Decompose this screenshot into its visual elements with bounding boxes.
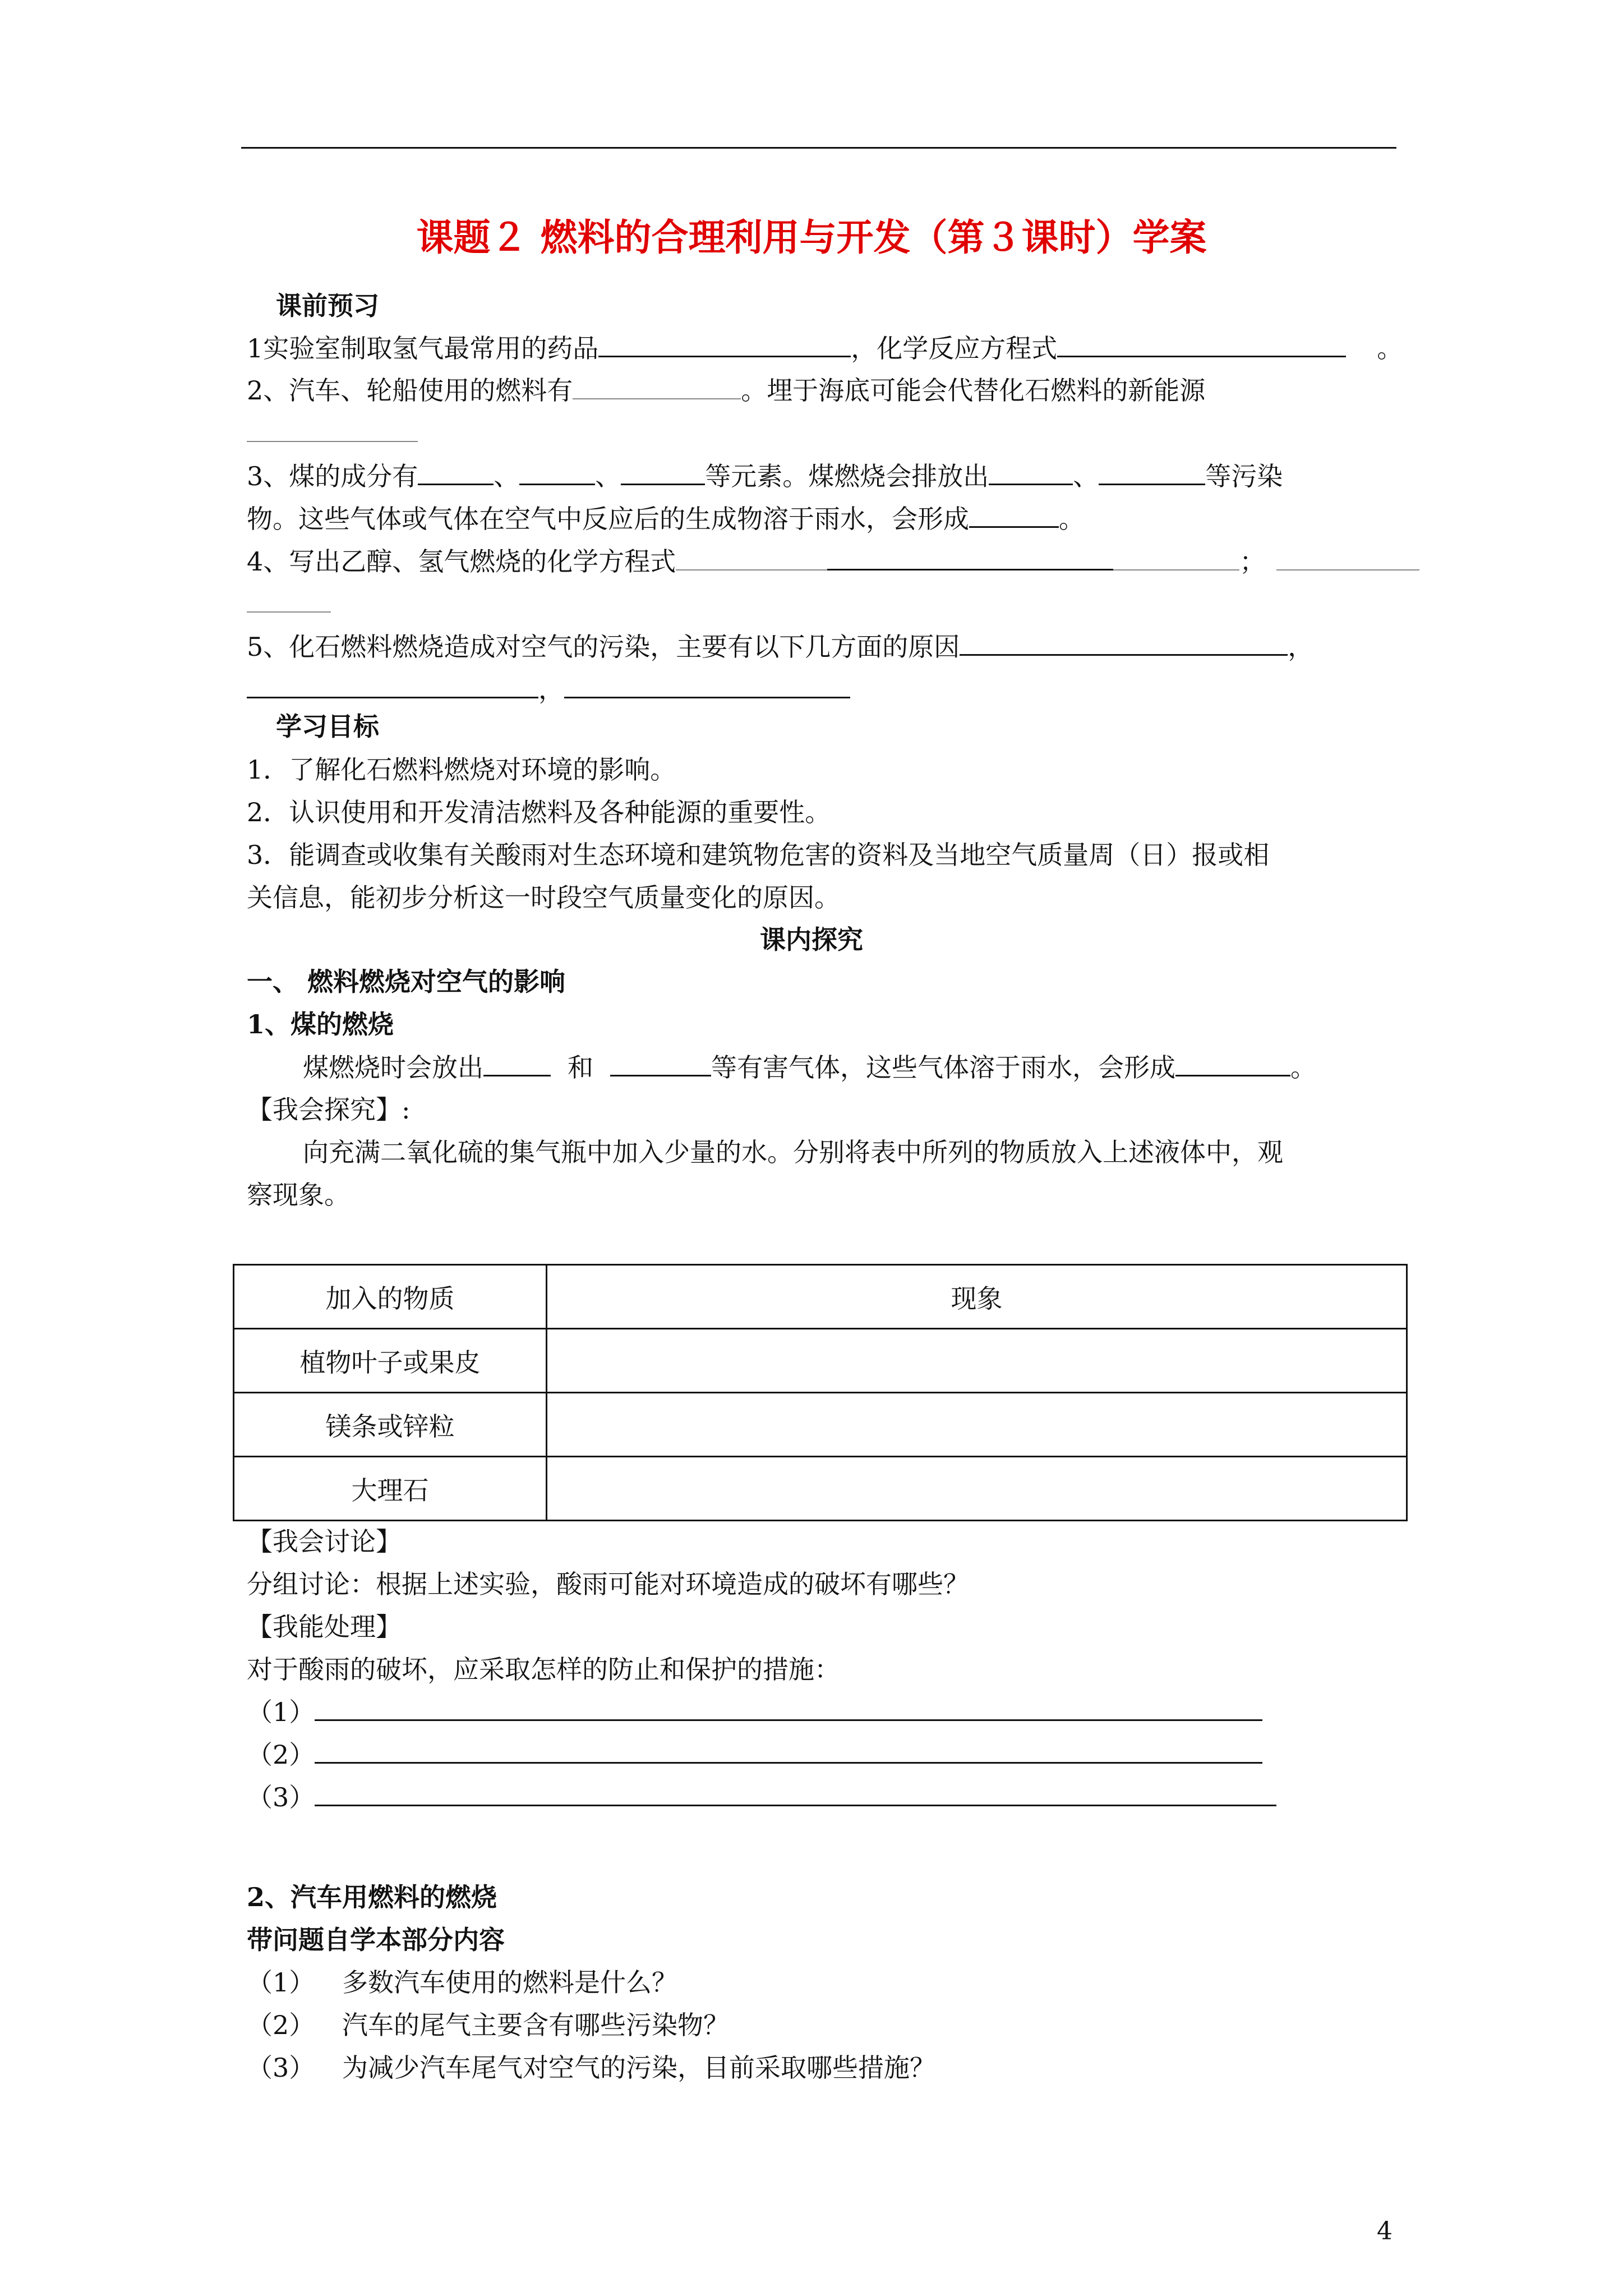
q1-blank-2[interactable] bbox=[1057, 331, 1346, 357]
objective-item: 1．了解化石燃料燃烧对环境的影响。 bbox=[247, 754, 676, 785]
q3-text-a: 3、煤的成分有 bbox=[247, 461, 418, 491]
table-cell-substance: 植物叶子或果皮 bbox=[234, 1329, 547, 1393]
table-header-substance: 加入的物质 bbox=[234, 1265, 547, 1329]
measure-number: （3） bbox=[247, 1782, 315, 1812]
subsection-coal: 1、煤的燃烧 bbox=[247, 1009, 394, 1039]
q4-blank-3[interactable] bbox=[1113, 545, 1239, 570]
coal-text-b: 和 bbox=[568, 1052, 593, 1083]
question-number: （2） bbox=[247, 2010, 315, 2040]
coal-text-c: 等有害气体，这些气体溶于雨水，会形成 bbox=[711, 1052, 1175, 1083]
measure-line bbox=[247, 1738, 1262, 1772]
question-text: 汽车的尾气主要含有哪些污染物？ bbox=[342, 2010, 729, 2040]
question-number: （1） bbox=[247, 1967, 315, 1998]
observation-table bbox=[233, 1264, 1408, 1521]
q3-text-b: 等元素。煤燃烧会排放出 bbox=[705, 461, 989, 491]
measure-blank[interactable] bbox=[315, 1697, 1262, 1721]
question-item bbox=[247, 2051, 935, 2085]
table-cell-substance: 镁条或锌粒 bbox=[234, 1393, 547, 1457]
preview-q4 bbox=[247, 544, 1419, 578]
q2-blank-2[interactable] bbox=[247, 416, 418, 442]
measure-line bbox=[247, 1780, 1276, 1814]
q5-text-c: ， bbox=[538, 674, 564, 705]
q1-text-c: 。 bbox=[1377, 333, 1403, 364]
selfstudy-heading: 带问题自学本部分内容 bbox=[247, 1925, 505, 1955]
q3-sep-3: 、 bbox=[1073, 461, 1099, 491]
explore-tag: 【我会探究】: bbox=[247, 1094, 411, 1125]
q5-blank-3[interactable] bbox=[564, 672, 850, 698]
q2-blank-1[interactable] bbox=[573, 374, 741, 399]
q4-blank-5[interactable] bbox=[247, 587, 331, 613]
q1-blank-1[interactable] bbox=[598, 331, 851, 357]
q3-sep-1: 、 bbox=[494, 461, 520, 491]
objectives-heading: 学习目标 bbox=[276, 711, 379, 742]
inquiry-heading: 课内探究 bbox=[760, 924, 863, 955]
explore-text-1: 向充满二氧化硫的集气瓶中加入少量的水。分别将表中所列的物质放入上述液体中，观 bbox=[303, 1137, 1283, 1167]
preview-q2 bbox=[247, 374, 1205, 407]
preview-heading: 课前预习 bbox=[276, 291, 379, 321]
q3-blank-3[interactable] bbox=[621, 459, 705, 485]
section-heading-1: 一、 燃料燃烧对空气的影响 bbox=[247, 967, 566, 997]
question-item bbox=[247, 2008, 729, 2042]
table-cell-phenomenon[interactable] bbox=[547, 1393, 1407, 1457]
coal-text-d: 。 bbox=[1290, 1052, 1316, 1083]
discuss-tag: 【我会讨论】 bbox=[247, 1526, 402, 1557]
q3-blank-1[interactable] bbox=[418, 459, 494, 485]
q5-blank-1[interactable] bbox=[960, 629, 1288, 656]
preview-q3-line2 bbox=[247, 501, 1085, 536]
measure-blank[interactable] bbox=[315, 1782, 1276, 1806]
preview-q1 bbox=[247, 331, 1403, 365]
q2-text-b: 。埋于海底可能会代替化石燃料的新能源 bbox=[741, 375, 1206, 406]
coal-blank-1[interactable] bbox=[483, 1050, 551, 1076]
q2-text-a: 2、汽车、轮船使用的燃料有 bbox=[247, 375, 573, 406]
q3-text-c: 等污染 bbox=[1205, 461, 1283, 491]
question-text: 为减少汽车尾气对空气的污染，目前采取哪些措施？ bbox=[342, 2053, 935, 2083]
coal-text-a: 煤燃烧时会放出 bbox=[303, 1052, 483, 1083]
question-text: 多数汽车使用的燃料是什么？ bbox=[342, 1967, 677, 1998]
explore-text-2: 察现象。 bbox=[247, 1180, 350, 1210]
header-rule bbox=[241, 147, 1396, 149]
page-title: 课题２ 燃料的合理利用与开发（第３课时）学案 bbox=[416, 215, 1207, 259]
table-cell-phenomenon[interactable] bbox=[547, 1457, 1407, 1521]
q1-text-a: 1实验室制取氢气最常用的药品 bbox=[247, 333, 599, 364]
preview-q3 bbox=[247, 459, 1283, 493]
q3-blank-6[interactable] bbox=[969, 501, 1059, 528]
measure-number: （2） bbox=[247, 1740, 315, 1770]
q3-blank-5[interactable] bbox=[1099, 459, 1205, 485]
preview-q5 bbox=[247, 629, 1313, 664]
q4-blank-2[interactable] bbox=[827, 544, 1113, 570]
table-row bbox=[234, 1457, 1407, 1521]
objective-item: 2．认识使用和开发清洁燃料及各种能源的重要性。 bbox=[247, 797, 831, 827]
q4-text-b: ； bbox=[1239, 546, 1266, 577]
handle-tag: 【我能处理】 bbox=[247, 1612, 402, 1642]
preview-q5-line2 bbox=[247, 672, 850, 706]
measure-blank[interactable] bbox=[315, 1740, 1262, 1764]
handle-text: 对于酸雨的破坏，应采取怎样的防止和保护的措施： bbox=[247, 1654, 840, 1685]
q3-line2-b: 。 bbox=[1059, 504, 1085, 534]
table-header-phenomenon: 现象 bbox=[547, 1265, 1407, 1329]
table-row bbox=[234, 1329, 1407, 1393]
q4-text-a: 4、写出乙醇、氢气燃烧的化学方程式 bbox=[247, 546, 676, 577]
table-cell-phenomenon[interactable] bbox=[547, 1329, 1407, 1393]
q3-sep-2: 、 bbox=[595, 461, 621, 491]
q1-text-b: ，化学反应方程式 bbox=[851, 333, 1058, 364]
measure-number: （1） bbox=[247, 1697, 315, 1727]
page-number: 4 bbox=[1377, 2217, 1393, 2246]
q5-text-b: ， bbox=[1288, 632, 1314, 662]
coal-blank-2[interactable] bbox=[610, 1050, 711, 1076]
preview-q2-line2 bbox=[247, 416, 418, 450]
q3-line2-a: 物。这些气体或气体在空气中反应后的生成物溶于雨水，会形成 bbox=[247, 504, 969, 534]
q3-blank-4[interactable] bbox=[989, 459, 1073, 485]
measure-line bbox=[247, 1695, 1262, 1729]
table-row bbox=[234, 1393, 1407, 1457]
objective-item: 3．能调查或收集有关酸雨对生态环境和建筑物危害的资料及当地空气质量周（日）报或相 bbox=[247, 840, 1270, 870]
q4-blank-4[interactable] bbox=[1276, 545, 1419, 570]
question-number: （3） bbox=[247, 2053, 315, 2083]
coal-combustion-text bbox=[303, 1050, 1316, 1084]
q5-blank-2[interactable] bbox=[247, 672, 538, 698]
q5-text-a: 5、化石燃料燃烧造成对空气的污染，主要有以下几方面的原因 bbox=[247, 632, 960, 662]
preview-q4-line2 bbox=[247, 587, 331, 620]
table-cell-substance: 大理石 bbox=[234, 1457, 547, 1521]
q4-blank-1[interactable] bbox=[676, 545, 827, 570]
question-item bbox=[247, 1966, 677, 1999]
table-header-row bbox=[234, 1265, 1407, 1329]
q3-blank-2[interactable] bbox=[519, 459, 595, 485]
subsection-vehicle-fuel: 2、汽车用燃料的燃烧 bbox=[247, 1882, 497, 1912]
objective-item: 关信息，能初步分析这一时段空气质量变化的原因。 bbox=[247, 882, 840, 913]
coal-blank-3[interactable] bbox=[1175, 1050, 1290, 1076]
discuss-text: 分组讨论：根据上述实验，酸雨可能对环境造成的破坏有哪些？ bbox=[247, 1569, 969, 1599]
